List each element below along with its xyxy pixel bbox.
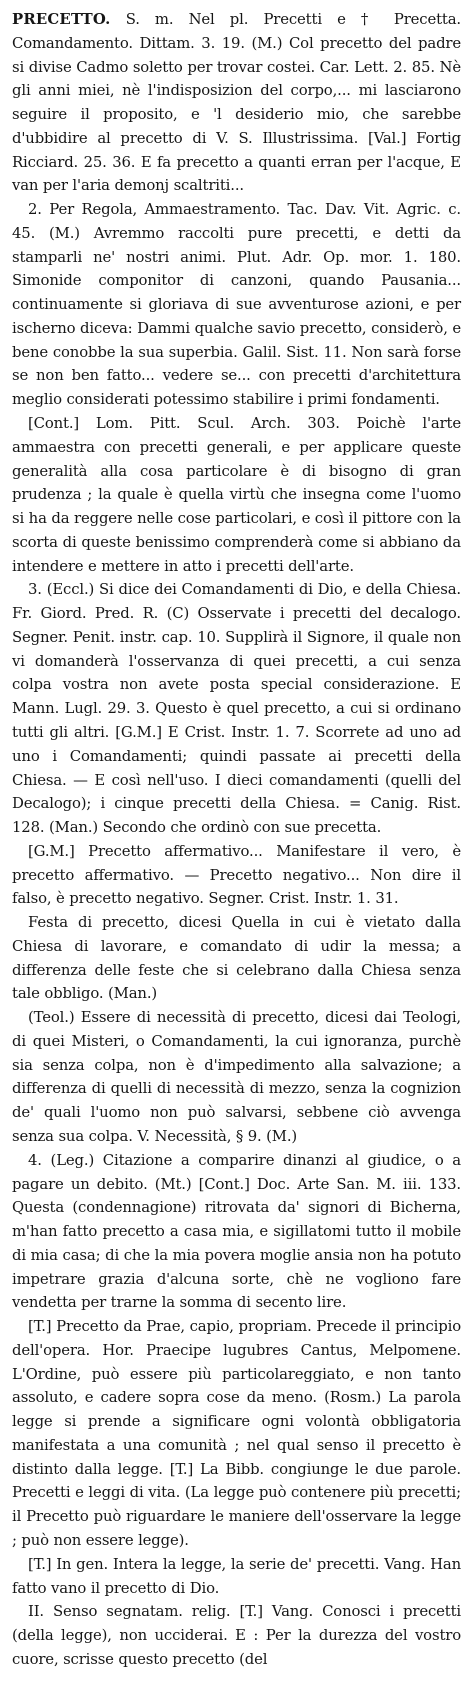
entry-paragraph-11 — [12, 1600, 461, 1671]
entry-paragraph-10 — [12, 1553, 461, 1601]
entry-paragraph-3 — [12, 412, 461, 578]
entry-paragraph-2 — [12, 198, 461, 412]
entry-sense-text: [T.] Precetto da Prae, capio, propriam. Precede il principio dell'opera. Hor. Praecipe lugubres Cantus, Melpomene. L'Ordine, può essere più particolareggiato, e non tanto assoluto, e cadere sopra cose da meno. (Rosm.) La parola legge si prende a significare ogni volontà obbligatoria manifestata a una comunità ; nel qual senso il precetto è distinto dalla legge. [T.] La Bibb. congiunge le due parole. Precetti e leggi di vita. (La legge può contenere più precetti; il Precetto può riguardare le maniere dell'osservare la legge ; può non essere legge). — [12, 1317, 461, 1549]
entry-paragraph-4 — [12, 578, 461, 839]
entry-paragraph-1 — [12, 8, 461, 198]
entry-sense-text: 4. (Leg.) Citazione a comparire dinanzi al giudice, o a pagare un debito. (Mt.) [Cont.] Doc. Arte San. M. iii. 133. Questa (condennagione) ritrovata da' signori di Bicherna, m'han fatto precetto a casa mia, e sigillatomi tutto il mobile di mia casa; di che la mia povera moglie ansia non ha potuto impetrare grazia d'alcuna sorte, chè ne vogliono fare vendetta per trarne la somma di secento lire. — [12, 1150, 461, 1312]
entry-sense-text: [Cont.] Lom. Pitt. Scul. Arch. 303. Poichè l'arte ammaestra con precetti generali, e per applicare queste generalità alla cosa particolare è di bisogno di gran prudenza ; la quale è quella virtù che insegna come l'uomo si ha da reggere nelle cose particolari, e così il pittore con la scorta di queste benissimo comprenderà come si abbiano da intendere e mettere in atto i precetti dell'arte. — [12, 414, 461, 575]
entry-paragraph-9 — [12, 1315, 461, 1553]
entry-sense-text: II. Senso segnatam. relig. [T.] Vang. Conosci i precetti (della legge), non ucciderai. E : Per la durezza del vostro cuore, scrisse questo precetto (del — [12, 1602, 461, 1668]
entry-sense-text: (Teol.) Essere di necessità di precetto, dicesi dai Teologi, di quei Misteri, o Comandamenti, la cui ignoranza, purchè sia senza colpa, non è d'impedimento alla salvazione; a differenza di quelli di necessità di mezzo, senza la cognizion de' quali l'uomo non può salvarsi, sebbene ciò avvenga senza sua colpa. V. Necessità, § 9. (M.) — [12, 1008, 461, 1145]
entry-paragraph-6 — [12, 911, 461, 1006]
entry-paragraph-7 — [12, 1006, 461, 1149]
entry-sense-text: Festa di precetto, dicesi Quella in cui è vietato dalla Chiesa di lavorare, e comandato di udir la messa; a differenza delle feste che si celebrano dalla Chiesa senza tale obbligo. (Man.) — [12, 913, 461, 1003]
entry-headword: PRECETTO. — [12, 10, 111, 28]
entry-paragraph-8 — [12, 1149, 461, 1315]
entry-paragraph-5 — [12, 840, 461, 911]
entry-sense-text: S. m. Nel pl. Precetti e † Precetta. Comandamento. Dittam. 3. 19. (M.) Col precetto del padre si divise Cadmo soletto per trovar costei. Car. Lett. 2. 85. Nè gli anni miei, nè l'indisposizion del corpo,... mi lasciarono seguire il proposito, e 'l desiderio mio, che sarebbe d'ubbidire al precetto di V. S. Illustrissima. [Val.] Fortig Ricciard. 25. 36. E fa precetto a quanti erran per l'acque, E van per l'aria demonj scaltriti... — [12, 10, 461, 195]
entry-sense-text: 3. (Eccl.) Si dice dei Comandamenti di Dio, e della Chiesa. Fr. Giord. Pred. R. (C) Osservate i precetti del decalogo. Segner. Penit. instr. cap. 10. Supplirà il Signore, il quale non vi domanderà l'osservanza di quei precetti, a cui senza colpa vostra non avete posta special considerazione. E Mann. Lugl. 29. 3. Questo è quel precetto, a cui si ordinano tutti gli altri. [G.M.] E Crist. Instr. 1. 7. Scorrete ad uno ad uno i Comandamenti; quindi passate ai precetti della Chiesa. — E così nell'uso. I dieci comandamenti (quelli del Decalogo); i cinque precetti della Chiesa. = Canig. Rist. 128. (Man.) Secondo che ordinò con sue precetta. — [12, 580, 461, 837]
entry-sense-text: 2. Per Regola, Ammaestramento. Tac. Dav. Vit. Agric. c. 45. (M.) Avremmo raccolti pure precetti, e detti da stamparli ne' nostri animi. Plut. Adr. Op. mor. 1. 180. Simonide componitor di canzoni, quando Pausania... continuamente si gloriava di sue avventurose azioni, e per ischerno diceva: Dammi qualche savio precetto, considerò, e bene conobbe la sua superbia. Galil. Sist. 11. Non sarà forse se non ben fatto... vedere se... con precetti d'architettura meglio considerati potessimo stabilire i primi fondamenti. — [12, 200, 461, 409]
entry-sense-text: [G.M.] Precetto affermativo... Manifestare il vero, è precetto affermativo. — Precetto negativo... Non dire il falso, è precetto negativo. Segner. Crist. Instr. 1. 31. — [12, 841, 461, 908]
entry-sense-text: [T.] In gen. Intera la legge, la serie de' precetti. Vang. Han fatto vano il precetto di Dio. — [12, 1554, 461, 1597]
